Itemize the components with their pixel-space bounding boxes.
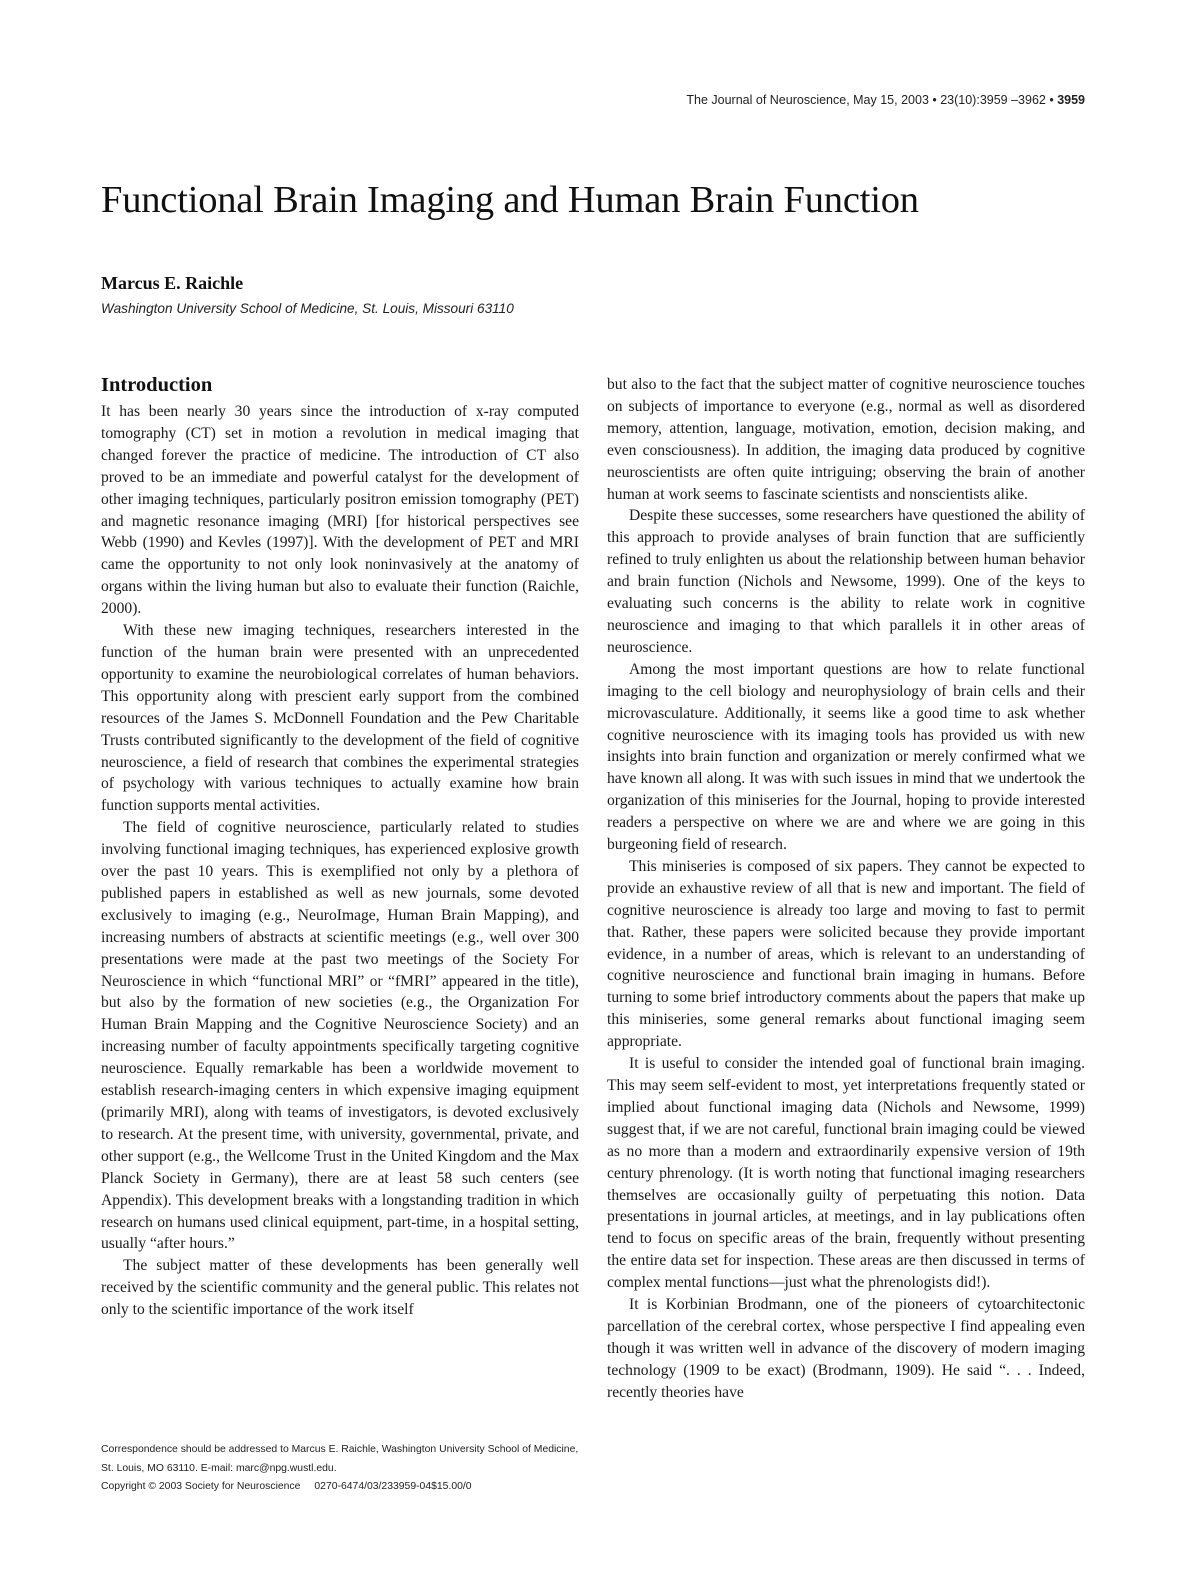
body-paragraph: but also to the fact that the subject matter of cognitive neuroscience touches on subjects of importance to everyone (e.g., normal as well as disordered memory, attention, language, motivation, emotion, decision making, and even consciousness). In addition, the imaging data produced by cognitive neuroscientists are often quite intriguing; observing the brain of another human at work seems to fascinate scientists and nonscientists alike. xyxy=(607,376,1085,503)
body-paragraph: With these new imaging techniques, researchers interested in the function of the human brain were presented with an unprecedented opportunity to examine the neurobiological correlates of human behaviors. This opportunity along with prescient early support from the combined resources of the James S. McDonnell Foundation and the Pew Charitable Trusts contributed significantly to the development of the field of cognitive neuroscience, a field of research that combines the experimental strategies of psychology with various techniques to actually examine how brain function supports mental activities. xyxy=(101,622,579,815)
copyright-line xyxy=(101,1478,581,1497)
article-title: Functional Brain Imaging and Human Brain Function xyxy=(101,179,919,221)
body-paragraph: This miniseries is composed of six papers. They cannot be expected to provide an exhaustive review of all that is new and important. The field of cognitive neuroscience is already too large and moving to fast to permit that. Rather, these papers were solicited because they provide important evidence, in a number of areas, which is relevant to an understanding of cognitive neuroscience and functional brain imaging in humans. Before turning to some brief introductory comments about the papers that make up this miniseries, some general remarks about functional imaging seem appropriate. xyxy=(607,857,1085,1051)
author-name: Marcus E. Raichle xyxy=(101,273,244,293)
footnote xyxy=(101,1441,581,1497)
right-column xyxy=(607,374,1085,1404)
left-column xyxy=(101,372,579,1321)
running-head xyxy=(686,93,1085,107)
body-paragraph: The field of cognitive neuroscience, particularly related to studies involving functional imaging techniques, has experienced explosive growth over the past 10 years. This is exemplified not only by a plethora of published papers in established as well as new journals, some devoted exclusively to imaging (e.g., NeuroImage, Human Brain Mapping), and increasing numbers of abstracts at scientific meetings (e.g., well over 300 presentations were made at the past two meetings of the Society For Neuroscience in which “functional MRI” or “fMRI” appeared in the title), but also by the formation of new societies (e.g., the Organization For Human Brain Mapping and the Cognitive Neuroscience Society) and an increasing number of faculty appointments specifically targeting cognitive neuroscience. Equally remarkable has been a worldwide movement to establish research-imaging centers in which expensive imaging equipment (primarily MRI), along with teams of investigators, is devoted exclusively to research. At the present time, with university, governmental, private, and other support (e.g., the Wellcome Trust in the United Kingdom and the Max Planck Society in Germany), there are at least 58 such centers (see Appendix). This development breaks with a longstanding tradition in which research on humans used clinical equipment, part-time, in a hospital setting, usually “after hours.” xyxy=(101,819,579,1253)
body-paragraph: Despite these successes, some researchers have questioned the ability of this approach to provide analyses of brain function that are sufficiently refined to truly enlighten us about the relationship between human behavior and brain function (Nichols and Newsome, 1999). One of the keys to evaluating such concerns is the ability to relate work in cognitive neuroscience and imaging to that which parallels it in other areas of neuroscience. xyxy=(607,507,1085,656)
issn-text: 0270-6474/03/233959-04$15.00/0 xyxy=(314,1481,472,1492)
copyright-text: Copyright © 2003 Society for Neuroscience xyxy=(101,1481,301,1492)
running-head-text: The Journal of Neuroscience, May 15, 2003 • 23(10):3959 –3962 • xyxy=(686,93,1058,107)
body-paragraph: Among the most important questions are how to relate functional imaging to the cell biology and neurophysiology of brain cells and their microvasculature. Additionally, it seems like a good time to ask whether cognitive neuroscience with its imaging tools has provided us with new insights into brain function and organization or merely confirmed what we have known all along. It was with such issues in mind that we undertook the organization of this miniseries for the Journal, hoping to provide interested readers a perspective on where we are and where we are going in this burgeoning field of research. xyxy=(607,660,1085,854)
correspondence-note: Correspondence should be addressed to Marcus E. Raichle, Washington University School of Medicine, St. Louis, MO 63110. E-mail: marc@npg.wustl.edu. xyxy=(101,1444,579,1474)
body-paragraph: It is useful to consider the intended goal of functional brain imaging. This may seem self-evident to most, yet interpretations frequently stated or implied about functional imaging data (Nichols and Newsome, 1999) suggest that, if we are not careful, functional brain imaging could be viewed as no more than a modern and extraordinarily expensive version of 19th century phrenology. (It is worth noting that functional imaging researchers themselves are occasionally guilty of perpetuating this notion. Data presentations in journal articles, at meetings, and in lay publications often tend to focus on specific areas of the brain, frequently without presenting the entire data set for inspection. These areas are then discussed in terms of complex mental functions—just what the phrenologists did!). xyxy=(607,1055,1085,1292)
section-heading-introduction: Introduction xyxy=(101,374,213,396)
body-paragraph: The subject matter of these developments has been generally well received by the scientific community and the general public. This relates not only to the scientific importance of the work itself xyxy=(101,1257,579,1319)
body-paragraph: It has been nearly 30 years since the introduction of x-ray computed tomography (CT) set in motion a revolution in medical imaging that changed forever the practice of medicine. The introduction of CT also proved to be an immediate and powerful catalyst for the development of other imaging techniques, particularly positron emission tomography (PET) and magnetic resonance imaging (MRI) [for historical perspectives see Webb (1990) and Kevles (1997)]. With the development of PET and MRI came the opportunity to not only look noninvasively at the anatomy of organs within the living human but also to evaluate their function (Raichle, 2000). xyxy=(101,403,579,618)
body-paragraph: It is Korbinian Brodmann, one of the pioneers of cytoarchitectonic parcellation of the cerebral cortex, whose perspective I find appealing even though it was written well in advance of the discovery of modern imaging technology (1909 to be exact) (Brodmann, 1909). He said “. . . Indeed, recently theories have xyxy=(607,1296,1085,1401)
author-affiliation: Washington University School of Medicine, St. Louis, Missouri 63110 xyxy=(101,301,514,316)
page-number: 3959 xyxy=(1057,93,1085,107)
